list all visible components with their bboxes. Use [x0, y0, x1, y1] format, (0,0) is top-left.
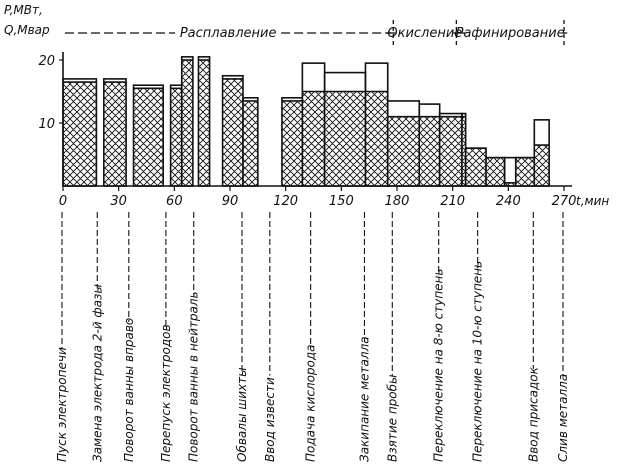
p-bar-19: [516, 158, 535, 186]
x-tick-label-3: 90: [221, 194, 239, 209]
power-bars: [63, 57, 549, 186]
p-bar-8: [282, 101, 302, 186]
x-axis-label: t,мин: [576, 194, 610, 208]
p-bar-10: [325, 92, 366, 187]
process-stages: [65, 20, 567, 46]
p-bar-4: [182, 60, 193, 186]
event-label-8: Закипание металла: [357, 336, 372, 462]
event-label-7: Подача кислорода: [303, 344, 318, 462]
x-tick-label-6: 180: [384, 194, 410, 209]
p-bar-2: [134, 88, 164, 186]
event-label-3: Перепуск электродов: [158, 324, 173, 462]
event-annotations: [55, 212, 570, 462]
p-bar-13: [419, 117, 439, 186]
p-bar-14: [440, 117, 462, 186]
event-label-1: Замена электрода 2-й фазы: [90, 284, 105, 462]
y-axis-label-line-1: P,МВт,: [4, 3, 43, 17]
p-bar-0: [63, 82, 96, 186]
x-tick-label-4: 120: [273, 194, 299, 209]
event-label-4: Поворот ванны в нейтраль: [186, 291, 201, 462]
p-bar-20: [534, 145, 549, 186]
event-label-9: Взятие пробы: [385, 374, 400, 462]
event-label-2: Поворот ванны вправо: [121, 317, 136, 462]
stage-label-0: Расплавление: [179, 26, 277, 41]
x-tick-label-5: 150: [328, 194, 354, 209]
event-label-11: Переключение на 10-ю ступень: [470, 260, 485, 462]
y-tick-label-0: 10: [38, 117, 55, 132]
stage-label-2: Рафинирование: [455, 26, 565, 41]
p-bar-9: [302, 92, 324, 187]
p-bar-17: [486, 158, 505, 186]
y-tick-label-1: 20: [38, 54, 55, 69]
p-bar-16: [466, 148, 486, 186]
x-tick-label-7: 210: [440, 194, 466, 209]
x-tick-label-2: 60: [166, 194, 183, 209]
stage-label-1: Окисление: [387, 26, 463, 41]
p-bar-3: [171, 88, 182, 186]
event-label-5: Обвалы шихты: [234, 367, 249, 462]
p-bar-5: [198, 60, 209, 186]
p-bar-1: [104, 82, 126, 186]
event-label-6: Ввод извести: [262, 377, 277, 462]
p-bar-7: [243, 101, 258, 186]
p-bar-11: [365, 92, 387, 187]
y-axis-label-line-2: Q,Мвар: [4, 23, 50, 37]
event-label-13: Слив металла: [556, 373, 570, 462]
x-tick-label-0: 0: [58, 194, 68, 209]
x-tick-label-1: 30: [110, 194, 127, 209]
event-label-10: Переключение на 8-ю ступень: [431, 268, 446, 462]
p-bar-12: [388, 117, 420, 186]
x-tick-label-9: 270: [551, 194, 577, 209]
event-label-12: Ввод присадок: [526, 367, 541, 462]
x-tick-label-8: 240: [495, 194, 521, 209]
event-label-0: Пуск электропечи: [55, 347, 69, 462]
q-bar-outline-18: [505, 158, 516, 186]
p-bar-6: [223, 79, 243, 186]
